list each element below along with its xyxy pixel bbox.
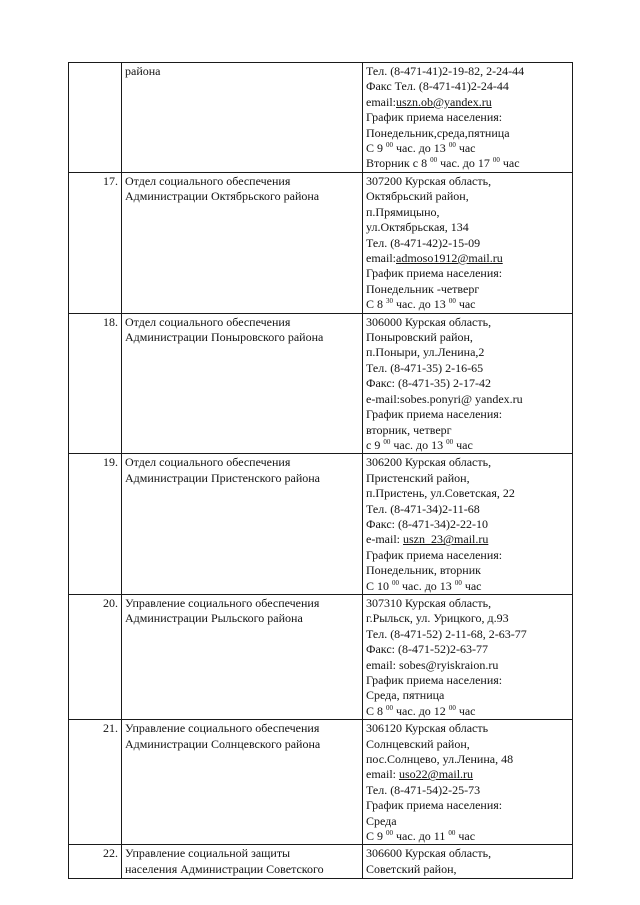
time-minutes: 00 (448, 829, 456, 838)
contact-text: Вторник с 8 (366, 156, 431, 171)
time-minutes: 00 (448, 703, 456, 712)
contact-text: Солнцевский район, (366, 736, 470, 751)
office-name (122, 720, 363, 845)
time-minutes: 30 (386, 297, 394, 306)
document-page (68, 62, 573, 879)
contact-text: 307200 Курская область, (366, 174, 492, 188)
row-number (69, 594, 122, 719)
table-body (69, 63, 573, 879)
contact-text: email: (366, 251, 396, 266)
row-number-text: 22. (103, 846, 118, 861)
contact-text: с 9 (366, 437, 384, 452)
contact-line (366, 251, 569, 266)
contact-text: час (499, 156, 520, 171)
contact-text: вторник, четверг (366, 422, 452, 437)
contact-text: Факс Тел. (8-471-41)2-24-44 (366, 79, 509, 94)
time-minutes: 00 (386, 829, 394, 838)
table-row (69, 63, 573, 173)
contact-line (366, 517, 569, 532)
contact-text: С 9 (366, 829, 387, 844)
contact-line (366, 688, 569, 703)
contact-line (366, 407, 569, 422)
contact-line (366, 673, 569, 688)
contact-line (366, 532, 569, 547)
social-services-table (68, 62, 573, 879)
contact-text: пос.Солнцево, ул.Ленина, 48 (366, 752, 514, 767)
contact-line (366, 205, 569, 220)
office-name-line: Отдел социального обеспечения (125, 314, 291, 329)
table-row (69, 454, 573, 595)
contact-text: Среда (366, 813, 397, 828)
contact-text: час (461, 578, 482, 593)
contact-text: час. до 17 (437, 156, 493, 171)
contact-text: Факс: (8-471-35) 2-17-42 (366, 376, 491, 391)
office-name (122, 454, 363, 595)
contact-text: час. до 11 (393, 829, 449, 844)
email-link[interactable]: uso22@mail.ru (399, 767, 474, 782)
office-name-line: Администрации Солнцевского района (125, 736, 321, 751)
contact-line (366, 548, 569, 563)
contact-line (366, 297, 569, 312)
row-number-text: 19. (103, 455, 118, 470)
contact-line (366, 611, 569, 626)
time-minutes: 00 (448, 141, 456, 150)
contact-text: С 10 (366, 578, 393, 593)
contact-text: График приема населения: (366, 798, 503, 813)
row-number-text: 20. (103, 595, 118, 610)
table-row (69, 173, 573, 314)
contact-line (366, 455, 569, 470)
row-number (69, 63, 122, 173)
contact-line (366, 438, 569, 453)
contact-line (366, 752, 569, 767)
time-minutes: 00 (386, 141, 394, 150)
contact-text: email: sobes@ryiskraion.ru (366, 657, 499, 672)
contact-text: п.Прямицыно, (366, 204, 440, 219)
email-link[interactable]: uszn.ob@yandex.ru (396, 94, 492, 109)
table-row (69, 845, 573, 879)
contact-text: час. до 13 (393, 297, 449, 312)
contact-text: г.Рыльск, ул. Урицкого, д.93 (366, 611, 509, 626)
row-number (69, 173, 122, 314)
contact-text: час. до 13 (393, 141, 449, 156)
row-number (69, 845, 122, 879)
row-number (69, 454, 122, 595)
contact-line (366, 829, 569, 844)
contact-line (366, 361, 569, 376)
contact-line (366, 814, 569, 829)
office-name-line: населения Администрации Советского (125, 861, 324, 876)
office-name-line: Отдел социального обеспечения (125, 455, 291, 470)
time-minutes: 00 (446, 437, 454, 446)
contact-text: e-mail: (366, 532, 403, 547)
contact-line (366, 783, 569, 798)
email-link[interactable]: admoso1912@mail.ru (396, 251, 503, 266)
contact-text: Факс: (8-471-52)2-63-77 (366, 642, 488, 657)
contact-text: Тел. (8-471-35) 2-16-65 (366, 360, 484, 375)
contact-text: час. до 13 (399, 578, 455, 593)
contact-text: Тел. (8-471-41)2-19-82, 2-24-44 (366, 64, 525, 78)
contact-text: час. до 13 (390, 437, 447, 452)
contact-info (363, 454, 573, 595)
contact-text: п.Пристень, ул.Советская, 22 (366, 486, 515, 501)
contact-line (366, 345, 569, 360)
office-name-line: Администрации Поныровского района (125, 330, 324, 345)
contact-text: Тел. (8-471-52) 2-11-68, 2-63-77 (366, 626, 527, 641)
office-name (122, 173, 363, 314)
contact-text: 307310 Курская область, (366, 595, 492, 610)
office-name (122, 594, 363, 719)
time-minutes: 00 (454, 578, 462, 587)
contact-text: С 8 (366, 297, 387, 312)
contact-text: час. до 12 (393, 703, 449, 718)
contact-text: С 8 (366, 703, 387, 718)
contact-line (366, 563, 569, 578)
contact-text: час (455, 141, 476, 156)
contact-text: Понедельник, вторник (366, 563, 481, 578)
contact-line (366, 502, 569, 517)
contact-text: График приема населения: (366, 673, 503, 687)
contact-text: час (455, 703, 476, 718)
contact-text: График приема населения: (366, 266, 503, 281)
contact-text: п.Поныри, ул.Ленина,2 (366, 345, 485, 360)
contact-line (366, 220, 569, 235)
time-minutes: 00 (392, 578, 400, 587)
contact-info (363, 594, 573, 719)
contact-info (363, 63, 573, 173)
contact-line (366, 79, 569, 94)
contact-text: 306200 Курская область, (366, 455, 492, 470)
contact-info (363, 173, 573, 314)
contact-text: Советский район, (366, 861, 457, 876)
office-name-line: района (125, 64, 161, 78)
table-row (69, 594, 573, 719)
contact-line (366, 266, 569, 281)
contact-line (366, 141, 569, 156)
contact-info (363, 313, 573, 454)
office-name (122, 845, 363, 879)
contact-text: 306000 Курская область, (366, 314, 492, 329)
office-name-line: Администрации Октябрьского района (125, 189, 320, 204)
contact-text: Среда, пятница (366, 688, 445, 703)
contact-info (363, 720, 573, 845)
contact-text: Тел. (8-471-34)2-11-68 (366, 501, 480, 516)
time-minutes: 00 (383, 437, 391, 446)
contact-line (366, 721, 569, 736)
contact-line (366, 767, 569, 782)
time-minutes: 00 (492, 156, 500, 165)
contact-text: Поныровский район, (366, 330, 473, 345)
contact-line (366, 174, 569, 189)
contact-line (366, 704, 569, 719)
contact-line (366, 423, 569, 438)
time-minutes: 00 (386, 703, 394, 712)
contact-line (366, 658, 569, 673)
office-name-line: Администрации Рыльского района (125, 611, 303, 626)
contact-line (366, 596, 569, 611)
contact-line (366, 846, 569, 861)
table-row (69, 313, 573, 454)
contact-line (366, 579, 569, 594)
contact-text: Понедельник,среда,пятница (366, 125, 510, 140)
row-number-text: 21. (103, 721, 118, 736)
contact-line (366, 798, 569, 813)
contact-text: 306600 Курская область, (366, 846, 492, 861)
table-row (69, 720, 573, 845)
contact-text: Пристенский район, (366, 470, 470, 485)
contact-text: С 9 (366, 141, 387, 156)
row-number (69, 313, 122, 454)
office-name-line: Управление социального обеспечения (125, 595, 320, 610)
contact-line (366, 95, 569, 110)
contact-line (366, 330, 569, 345)
contact-line (366, 282, 569, 297)
office-name (122, 313, 363, 454)
contact-text: час (453, 437, 473, 452)
contact-line (366, 189, 569, 204)
contact-text: Тел. (8-471-54)2-25-73 (366, 782, 481, 797)
contact-info (363, 845, 573, 879)
contact-text: email: (366, 94, 396, 109)
contact-line (366, 471, 569, 486)
contact-text: График приема населения: (366, 547, 503, 562)
contact-line (366, 737, 569, 752)
office-name-line: Управление социального обеспечения (125, 721, 320, 736)
contact-text: час (455, 829, 476, 844)
contact-text: Тел. (8-471-42)2-15-09 (366, 235, 481, 250)
contact-line (366, 627, 569, 642)
contact-text: График приема населения: (366, 110, 503, 125)
office-name (122, 63, 363, 173)
office-name-line: Администрации Пристенского района (125, 470, 321, 485)
contact-line (366, 862, 569, 877)
contact-line (366, 315, 569, 330)
contact-text: Факс: (8-471-34)2-22-10 (366, 516, 488, 531)
contact-line (366, 126, 569, 141)
row-number-text: 17. (103, 174, 118, 188)
contact-line (366, 392, 569, 407)
office-name-line: Отдел социального обеспечения (125, 174, 291, 188)
row-number (69, 720, 122, 845)
contact-text: час (455, 297, 476, 312)
contact-text: Октябрьский район, (366, 189, 469, 204)
contact-line (366, 236, 569, 251)
contact-line (366, 376, 569, 391)
time-minutes: 00 (448, 297, 456, 306)
office-name-line: Управление социальной защиты (125, 846, 291, 861)
email-link[interactable]: uszn_23@mail.ru (402, 532, 489, 547)
contact-line (366, 110, 569, 125)
contact-line (366, 64, 569, 79)
contact-text: email: (366, 767, 399, 782)
time-minutes: 00 (430, 156, 438, 165)
contact-line (366, 486, 569, 501)
contact-text: ул.Октябрьская, 134 (366, 220, 469, 235)
contact-text: e-mail:sobes.ponyri@ yandex.ru (366, 391, 523, 406)
contact-text: Понедельник -четверг (366, 281, 480, 296)
contact-line (366, 156, 569, 171)
contact-text: График приема населения: (366, 407, 503, 422)
contact-line (366, 642, 569, 657)
contact-text: 306120 Курская область (366, 721, 489, 736)
row-number-text: 18. (103, 314, 118, 329)
